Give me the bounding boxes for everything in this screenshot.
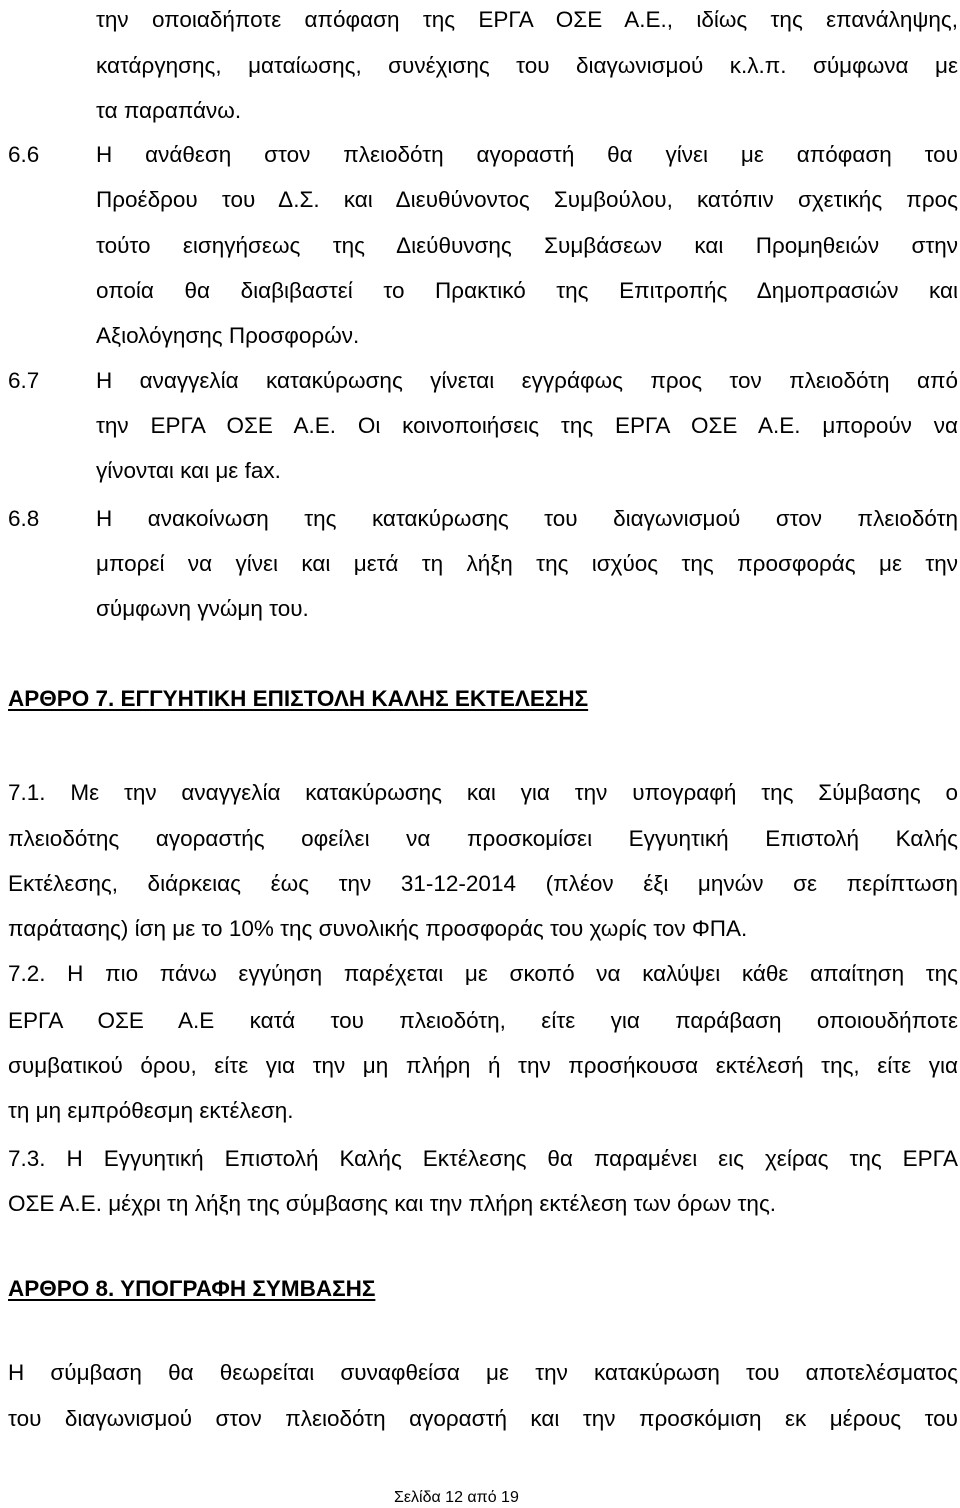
clause-number-6-6: 6.6 [8, 142, 40, 167]
clause-7-1-line-4: παράτασης) ίση με το 10% της συνολικής προσφοράς του χωρίς τον ΦΠΑ. [8, 916, 748, 941]
clause-6-8-line-3: σύμφωνη γνώμη του. [96, 596, 309, 621]
clause-6-6-line-3: τούτο εισηγήσεως της Διεύθυνσης Συμβάσεων και Προμηθειών στην [96, 233, 958, 258]
clause-7-3-line-2: ΟΣΕ Α.Ε. μέχρι τη λήξη της σύμβασης και την πλήρη εκτέλεση των όρων της. [8, 1191, 777, 1216]
article-8-line-1: Η σύμβαση θα θεωρείται συναφθείσα με την κατακύρωση του αποτελέσματος [8, 1360, 958, 1385]
clause-7-3-line-1: 7.3. Η Εγγυητική Επιστολή Καλής Εκτέλεσης θα παραμένει εις χείρας της ΕΡΓΑ [8, 1146, 958, 1171]
article-8-heading: ΑΡΘΡΟ 8. ΥΠΟΓΡΑΦΗ ΣΥΜΒΑΣΗΣ [8, 1276, 376, 1301]
clause-6-6-line-4: οποία θα διαβιβαστεί το Πρακτικό της Επιτροπής Δημοπρασιών και [96, 278, 958, 303]
clause-6-8-line-1: Η ανακοίνωση της κατακύρωσης του διαγωνισμού στον πλειοδότη [96, 506, 958, 531]
paragraph-6-5-line-2: κατάργησης, ματαίωσης, συνέχισης του διαγωνισμού κ.λ.π. σύμφωνα με [96, 53, 958, 78]
clause-6-7-line-2: την ΕΡΓΑ ΟΣΕ Α.Ε. Οι κοινοποιήσεις της ΕΡΓΑ ΟΣΕ Α.Ε. μπορούν να [96, 413, 958, 438]
clause-7-2-line-4: τη μη εμπρόθεσμη εκτέλεση. [8, 1098, 294, 1123]
clause-6-6-line-2: Προέδρου του Δ.Σ. και Διευθύνοντος Συμβούλου, κατόπιν σχετικής προς [96, 187, 958, 212]
paragraph-6-5-line-1: την οποιαδήποτε απόφαση της ΕΡΓΑ ΟΣΕ Α.Ε., ιδίως της επανάληψης, [96, 7, 958, 32]
clause-7-2-line-1: 7.2. Η πιο πάνω εγγύηση παρέχεται με σκοπό να καλύψει κάθε απαίτηση της [8, 961, 958, 986]
clause-number-6-7: 6.7 [8, 368, 40, 393]
article-8-line-2: του διαγωνισμού στον πλειοδότη αγοραστή και την προσκόμιση εκ μέρους του [8, 1406, 958, 1431]
clause-6-7-line-3: γίνονται και με fax. [96, 458, 281, 483]
clause-7-1-line-3: Εκτέλεσης, διάρκειας έως την 31-12-2014 (πλέον έξι μηνών σε περίπτωση [8, 871, 958, 896]
clause-7-2-line-2: ΕΡΓΑ ΟΣΕ Α.Ε κατά του πλειοδότη, είτε για παράβαση οποιουδήποτε [8, 1008, 958, 1033]
page-number-footer: Σελίδα 12 από 19 [394, 1489, 519, 1506]
clause-7-1-line-2: πλειοδότης αγοραστής οφείλει να προσκομίσει Εγγυητική Επιστολή Καλής [8, 826, 958, 851]
clause-number-6-8: 6.8 [8, 506, 40, 531]
clause-6-6-line-5: Αξιολόγησης Προσφορών. [96, 323, 360, 348]
article-7-heading: ΑΡΘΡΟ 7. ΕΓΓΥΗΤΙΚΗ ΕΠΙΣΤΟΛΗ ΚΑΛΗΣ ΕΚΤΕΛΕΣΗΣ [8, 686, 589, 711]
clause-7-1-line-1: 7.1. Με την αναγγελία κατακύρωσης και για την υπογραφή της Σύμβασης ο [8, 780, 958, 805]
clause-6-6-line-1: Η ανάθεση στον πλειοδότη αγοραστή θα γίνει με απόφαση του [96, 142, 958, 167]
clause-6-8-line-2: μπορεί να γίνει και μετά τη λήξη της ισχύος της προσφοράς με την [96, 551, 958, 576]
clause-7-2-line-3: συμβατικού όρου, είτε για την μη πλήρη ή την προσήκουσα εκτέλεσή της, είτε για [8, 1053, 958, 1078]
paragraph-6-5-line-3: τα παραπάνω. [96, 98, 242, 123]
clause-6-7-line-1: Η αναγγελία κατακύρωσης γίνεται εγγράφως προς τον πλειοδότη από [96, 368, 958, 393]
